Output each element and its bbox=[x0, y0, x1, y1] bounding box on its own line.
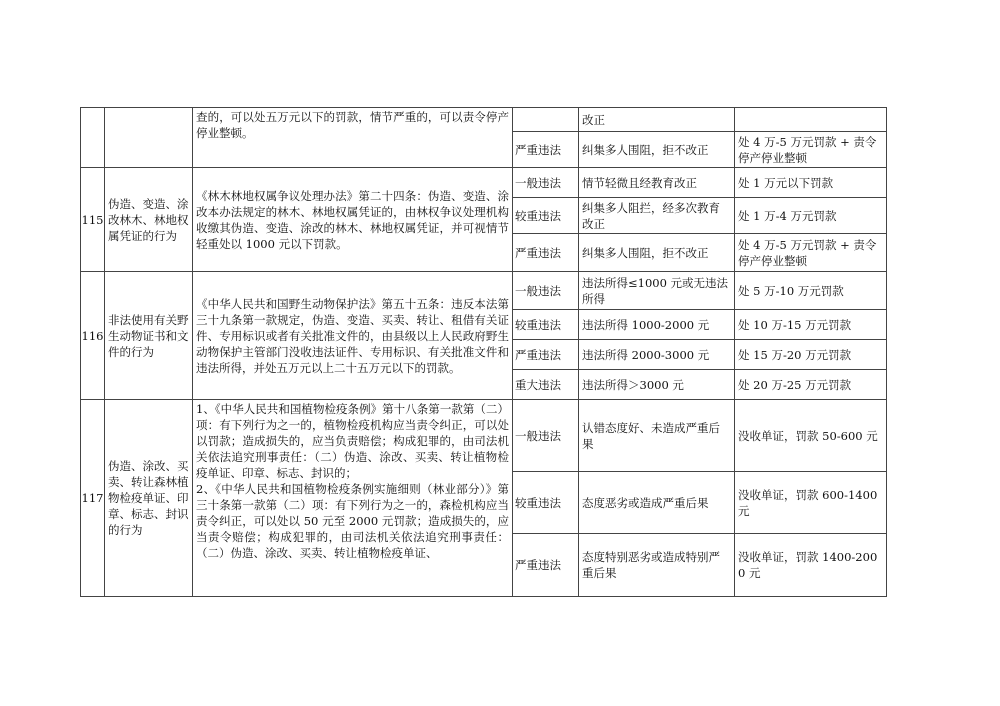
item-number: 116 bbox=[81, 272, 105, 400]
circumstance: 认错态度好、未造成严重后果 bbox=[579, 400, 735, 472]
legal-basis: 《林木林地权属争议处理办法》第二十四条：伪造、变造、涂改本办法规定的林木、林地权属凭证的，由林权争议处理机构收缴其伪造、变造、涂改的林木、林地权属凭证，并可视情节轻重处以 1000 元以下罚款。 bbox=[193, 168, 513, 272]
penalty: 没收单证，罚款 1400-2000 元 bbox=[735, 534, 887, 597]
violation-level: 重大违法 bbox=[513, 370, 579, 400]
item-number: 115 bbox=[81, 168, 105, 272]
circumstance: 态度特别恶劣或造成特别严重后果 bbox=[579, 534, 735, 597]
penalty: 处 10 万-15 万元罚款 bbox=[735, 310, 887, 340]
violation-level: 严重违法 bbox=[513, 132, 579, 168]
table-row bbox=[81, 108, 887, 132]
legal-basis-clause: 2、《中华人民共和国植物检疫条例实施细则（林业部分）》第三十条第一款第（二）项：有下列行为之一的，森检机构应当责令纠正，可以处以 50 元至 2000 元罚款；造成损失的，应当责令赔偿；构成犯罪的，由司法机关依法追究刑事责任：（二）伪造、涂改、买卖、转让植物检疫单证、 bbox=[196, 482, 509, 560]
legal-basis: 《中华人民共和国野生动物保护法》第五十五条：违反本法第三十九条第一款规定，伪造、变造、买卖、转让、租借有关证件、专用标识或者有关批准文件的，由县级以上人民政府野生动物保护主管部门没收违法证件、专用标识、有关批准文件和违法所得，并处五万元以上二十五万元以下的罚款。 bbox=[193, 272, 513, 400]
violation-level: 一般违法 bbox=[513, 272, 579, 310]
circumstance: 违法所得≤1000 元或无违法所得 bbox=[579, 272, 735, 310]
circumstance: 纠集多人阻拦，经多次教育改正 bbox=[579, 198, 735, 234]
penalty: 处 5 万-10 万元罚款 bbox=[735, 272, 887, 310]
circumstance: 改正 bbox=[579, 108, 735, 132]
violation-act bbox=[105, 108, 193, 168]
penalty: 处 15 万-20 万元罚款 bbox=[735, 340, 887, 370]
violation-level: 严重违法 bbox=[513, 534, 579, 597]
legal-basis bbox=[193, 400, 513, 597]
item-number: 117 bbox=[81, 400, 105, 597]
penalty-standards-table bbox=[80, 107, 887, 597]
violation-act: 伪造、变造、涂改林木、林地权属凭证的行为 bbox=[105, 168, 193, 272]
violation-level: 严重违法 bbox=[513, 234, 579, 272]
circumstance: 情节轻微且经教育改正 bbox=[579, 168, 735, 198]
circumstance: 违法所得＞3000 元 bbox=[579, 370, 735, 400]
penalty-standards-table-page bbox=[80, 107, 886, 584]
circumstance: 纠集多人围阻，拒不改正 bbox=[579, 132, 735, 168]
legal-basis: 查的，可以处五万元以下的罚款，情节严重的，可以责令停产停业整顿。 bbox=[193, 108, 513, 168]
violation-act: 伪造、涂改、买卖、转让森林植物检疫单证、印章、标志、封识的行为 bbox=[105, 400, 193, 597]
item-number bbox=[81, 108, 105, 168]
table-row bbox=[81, 272, 887, 310]
penalty bbox=[735, 108, 887, 132]
violation-act: 非法使用有关野生动物证书和文件的行为 bbox=[105, 272, 193, 400]
penalty: 处 4 万-5 万元罚款 + 责令停产停业整顿 bbox=[735, 132, 887, 168]
violation-level bbox=[513, 108, 579, 132]
penalty: 处 1 万元以下罚款 bbox=[735, 168, 887, 198]
violation-level: 一般违法 bbox=[513, 168, 579, 198]
circumstance: 态度恶劣或造成严重后果 bbox=[579, 472, 735, 534]
circumstance: 违法所得 2000-3000 元 bbox=[579, 340, 735, 370]
penalty: 处 20 万-25 万元罚款 bbox=[735, 370, 887, 400]
circumstance: 纠集多人围阻，拒不改正 bbox=[579, 234, 735, 272]
penalty: 处 1 万-4 万元罚款 bbox=[735, 198, 887, 234]
penalty: 处 4 万-5 万元罚款 + 责令停产停业整顿 bbox=[735, 234, 887, 272]
violation-level: 一般违法 bbox=[513, 400, 579, 472]
circumstance: 违法所得 1000-2000 元 bbox=[579, 310, 735, 340]
table-row bbox=[81, 400, 887, 472]
violation-level: 较重违法 bbox=[513, 310, 579, 340]
violation-level: 严重违法 bbox=[513, 340, 579, 370]
penalty: 没收单证，罚款 50-600 元 bbox=[735, 400, 887, 472]
penalty: 没收单证，罚款 600-1400 元 bbox=[735, 472, 887, 534]
legal-basis-clause: 1、《中华人民共和国植物检疫条例》第十八条第一款第（二）项：有下列行为之一的，植物检疫机构应当责令纠正，可以处以罚款；造成损失的，应当负责赔偿；构成犯罪的，由司法机关依法追究刑事责任：（二）伪造、涂改、买卖、转让植物检疫单证、印章、标志、封识的； bbox=[196, 402, 509, 480]
violation-level: 较重违法 bbox=[513, 198, 579, 234]
violation-level: 较重违法 bbox=[513, 472, 579, 534]
table-row bbox=[81, 168, 887, 198]
